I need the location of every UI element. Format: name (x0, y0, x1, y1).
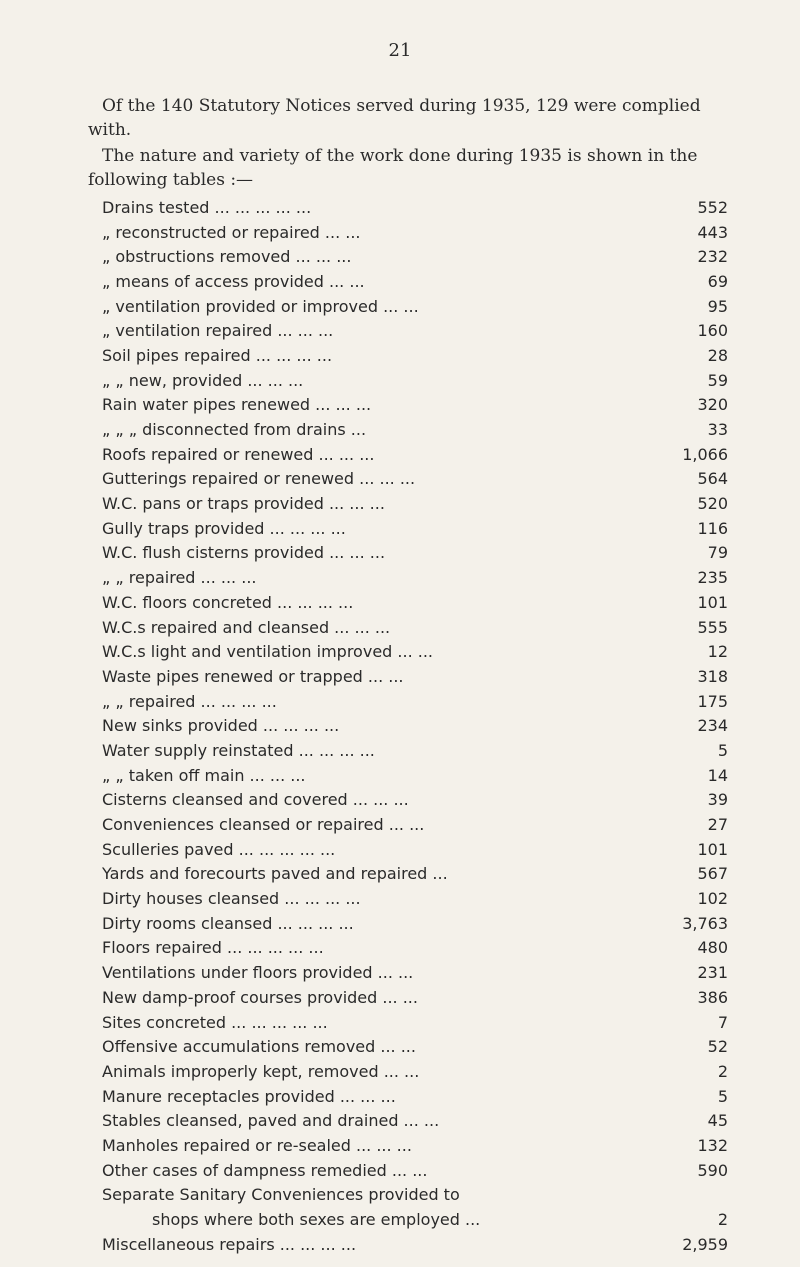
row-label-text: Manure receptacles provided ... ... ... (102, 1086, 396, 1106)
intro-paragraph-1 (88, 94, 728, 142)
row-value: 160 (697, 321, 728, 341)
row-value: 101 (697, 839, 728, 859)
row-label-text: „ „ repaired ... ... ... ... (102, 691, 277, 711)
row-value: 234 (697, 716, 728, 736)
row-label-text: Miscellaneous repairs ... ... ... ... (102, 1234, 357, 1254)
table-row (88, 516, 728, 541)
row-value: 116 (697, 518, 728, 538)
row-label-text: Yards and forecourts paved and repaired ... (102, 864, 448, 884)
table-row (88, 294, 728, 319)
row-label (88, 936, 658, 961)
row-label-text: Manholes repaired or re-sealed ... ... ... (102, 1135, 412, 1155)
row-label (88, 244, 658, 269)
row-label-text: Dirty rooms cleansed ... ... ... ... (102, 913, 354, 933)
row-label-text: „ obstructions removed ... ... ... (102, 247, 352, 267)
row-label-text: „ „ new, provided ... ... ... (102, 370, 304, 390)
row-label (88, 713, 658, 738)
row-value: 95 (707, 296, 728, 316)
table-row (88, 244, 728, 269)
row-value: 101 (697, 592, 728, 612)
table-row (88, 1183, 728, 1208)
row-label-text: „ reconstructed or repaired ... ... (102, 222, 361, 242)
row-label-text: W.C. floors concreted ... ... ... ... (102, 592, 354, 612)
row-value: 555 (697, 617, 728, 637)
intro-paragraph-1-text: Of the 140 Statutory Notices served during 1935, 129 were complied with. (88, 96, 701, 140)
table-row (88, 911, 728, 936)
row-label-text: Cisterns cleansed and covered ... ... ... (102, 790, 409, 810)
table-row (88, 713, 728, 738)
table-row (88, 1034, 728, 1059)
row-label (88, 788, 658, 813)
row-value: 386 (697, 987, 728, 1007)
row-label-text: Dirty houses cleansed ... ... ... ... (102, 889, 361, 909)
row-value: 318 (697, 666, 728, 686)
row-value: 175 (697, 691, 728, 711)
row-value (658, 1183, 728, 1208)
row-label (88, 689, 658, 714)
row-label (88, 343, 658, 368)
row-label-text: Offensive accumulations removed ... ... (102, 1037, 416, 1057)
row-label-text: Gully traps provided ... ... ... ... (102, 518, 346, 538)
table-row (88, 615, 728, 640)
table-row (88, 269, 728, 294)
row-label (88, 1183, 658, 1208)
row-label (88, 763, 658, 788)
row-value: 2 (717, 1061, 728, 1081)
row-label (88, 1034, 658, 1059)
row-value: 5 (717, 1086, 728, 1106)
row-label (88, 294, 658, 319)
row-value: 102 (697, 889, 728, 909)
row-label-text: W.C. pans or traps provided ... ... ... (102, 494, 385, 514)
row-label (88, 220, 658, 245)
row-label-text: Rain water pipes renewed ... ... ... (102, 395, 372, 415)
table-row (88, 393, 728, 418)
row-value: 564 (697, 469, 728, 489)
row-label-text: Stables cleansed, paved and drained ... ... (102, 1111, 440, 1131)
row-label-text: Roofs repaired or renewed ... ... ... (102, 444, 375, 464)
row-value: 235 (697, 568, 728, 588)
row-value: 590 (697, 1160, 728, 1180)
row-value: 552 (697, 197, 728, 217)
row-label-text: Waste pipes renewed or trapped ... ... (102, 666, 404, 686)
row-label-text: New damp-proof courses provided ... ... (102, 987, 418, 1007)
row-label (88, 590, 658, 615)
table-row (88, 738, 728, 763)
intro-paragraph-2-text: The nature and variety of the work done during 1935 is shown in the following tables :— (88, 146, 698, 190)
intro-paragraph-2 (88, 144, 728, 192)
row-label-text: „ „ repaired ... ... ... (102, 568, 257, 588)
row-value: 27 (707, 815, 728, 835)
row-label-text: Conveniences cleansed or repaired ... ... (102, 815, 425, 835)
table-row (88, 664, 728, 689)
row-value: 69 (707, 271, 728, 291)
table-row (88, 220, 728, 245)
table-row (88, 1108, 728, 1133)
row-value: 79 (707, 543, 728, 563)
row-label (88, 269, 658, 294)
row-label (88, 1084, 658, 1109)
table-row (88, 1232, 728, 1257)
row-value: 320 (697, 395, 728, 415)
row-value: 2,959 (682, 1234, 728, 1254)
work-done-table (88, 195, 728, 1257)
row-label (88, 1232, 658, 1257)
row-label (88, 812, 658, 837)
table-row (88, 689, 728, 714)
table-row (88, 491, 728, 516)
row-label-text: W.C. flush cisterns provided ... ... ... (102, 543, 386, 563)
row-label-text: Sculleries paved ... ... ... ... ... (102, 839, 336, 859)
row-label (88, 1207, 658, 1232)
row-label (88, 837, 658, 862)
table-row (88, 862, 728, 887)
row-value: 232 (697, 247, 728, 267)
row-value: 45 (707, 1111, 728, 1131)
row-label (88, 615, 658, 640)
row-label (88, 862, 658, 887)
row-label-text: Animals improperly kept, removed ... ... (102, 1061, 420, 1081)
row-value: 39 (707, 790, 728, 810)
row-label-text: „ ventilation repaired ... ... ... (102, 321, 334, 341)
table-row (88, 1059, 728, 1084)
row-label-text: New sinks provided ... ... ... ... (102, 716, 340, 736)
row-label (88, 195, 658, 220)
table-row (88, 565, 728, 590)
row-label (88, 985, 658, 1010)
row-label (88, 393, 658, 418)
table-row (88, 1133, 728, 1158)
row-value: 2 (717, 1210, 728, 1230)
row-value: 520 (697, 494, 728, 514)
row-label-text: Water supply reinstated ... ... ... ... (102, 740, 375, 760)
row-value: 59 (707, 370, 728, 390)
table-row (88, 886, 728, 911)
row-label-text: „ „ „ disconnected from drains ... (102, 420, 367, 440)
row-label (88, 1108, 658, 1133)
table-row (88, 1158, 728, 1183)
row-label (88, 738, 658, 763)
row-value: 3,763 (682, 913, 728, 933)
row-value: 1,066 (682, 444, 728, 464)
row-label-text: Soil pipes repaired ... ... ... ... (102, 345, 333, 365)
table-row (88, 788, 728, 813)
row-label-text: „ ventilation provided or improved ... ... (102, 296, 419, 316)
table-row (88, 590, 728, 615)
row-value: 14 (707, 765, 728, 785)
row-label (88, 1059, 658, 1084)
row-label (88, 541, 658, 566)
row-label (88, 467, 658, 492)
row-value: 132 (697, 1135, 728, 1155)
row-label-text: „ means of access provided ... ... (102, 271, 365, 291)
table-row (88, 763, 728, 788)
table-row (88, 195, 728, 220)
row-label (88, 664, 658, 689)
table-row (88, 442, 728, 467)
row-label (88, 1133, 658, 1158)
table-row (88, 936, 728, 961)
table-row (88, 812, 728, 837)
row-label-text: Floors repaired ... ... ... ... ... (102, 938, 324, 958)
row-label-text: Other cases of dampness remedied ... ... (102, 1160, 428, 1180)
table-row (88, 343, 728, 368)
row-label (88, 565, 658, 590)
row-value: 443 (697, 222, 728, 242)
table-row (88, 837, 728, 862)
table-row (88, 541, 728, 566)
row-label (88, 1010, 658, 1035)
row-label (88, 960, 658, 985)
row-label-text: Ventilations under floors provided ... ... (102, 963, 414, 983)
table-row (88, 467, 728, 492)
row-label (88, 318, 658, 343)
row-label (88, 368, 658, 393)
table-row (88, 318, 728, 343)
table-row (88, 417, 728, 442)
row-value: 231 (697, 963, 728, 983)
row-label-text: W.C.s light and ventilation improved ... ... (102, 642, 433, 662)
row-value: 28 (707, 345, 728, 365)
row-label-text: Separate Sanitary Conveniences provided to (102, 1185, 460, 1205)
row-label (88, 886, 658, 911)
row-value: 7 (717, 1012, 728, 1032)
row-label-text: Drains tested ... ... ... ... ... (102, 197, 312, 217)
page-number: 21 (388, 40, 412, 61)
row-value: 33 (707, 420, 728, 440)
table-row (88, 1084, 728, 1109)
table-row (88, 639, 728, 664)
row-label (88, 911, 658, 936)
row-label (88, 442, 658, 467)
table-row (88, 1010, 728, 1035)
row-label (88, 417, 658, 442)
row-label-text: Sites concreted ... ... ... ... ... (102, 1012, 328, 1032)
row-label-text: Gutterings repaired or renewed ... ... ... (102, 469, 416, 489)
row-label-text: W.C.s repaired and cleansed ... ... ... (102, 617, 391, 637)
row-label-text: shops where both sexes are employed ... (152, 1210, 481, 1230)
row-label (88, 639, 658, 664)
row-label (88, 516, 658, 541)
row-value: 52 (707, 1037, 728, 1057)
row-value: 12 (707, 642, 728, 662)
table-row (88, 985, 728, 1010)
row-label (88, 1158, 658, 1183)
table-row (88, 368, 728, 393)
table-row (88, 960, 728, 985)
row-label-text: „ „ taken off main ... ... ... (102, 765, 306, 785)
row-label (88, 491, 658, 516)
row-value: 480 (697, 938, 728, 958)
table-row (88, 1207, 728, 1232)
row-value: 567 (697, 864, 728, 884)
row-value: 5 (717, 740, 728, 760)
